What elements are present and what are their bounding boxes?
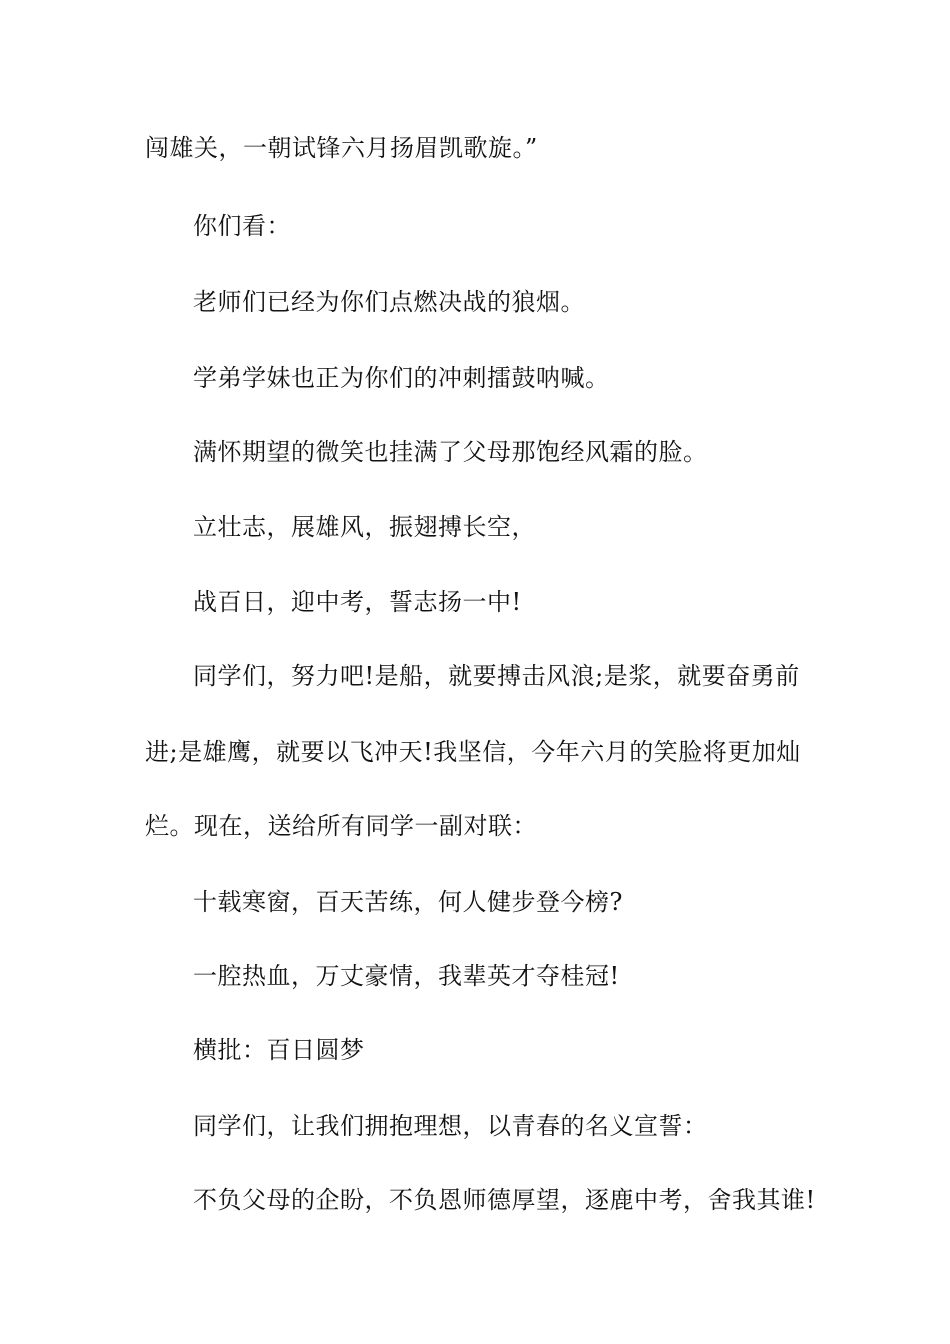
text-line: 一腔热血，万丈豪情，我辈英才夺桂冠! (193, 962, 620, 990)
text-line: 进;是雄鹰，就要以飞冲天!我坚信，今年六月的笑脸将更加灿 (145, 738, 801, 766)
text-line: 同学们，让我们拥抱理想，以青春的名义宣誓： (193, 1112, 708, 1140)
text-line: 十载寒窗，百天苦练，何人健步登今榜? (193, 888, 623, 916)
text-line: 老师们已经为你们点燃决战的狼烟。 (193, 288, 585, 316)
text-line: 烂。现在，送给所有同学一副对联： (145, 812, 537, 840)
text-line: 满怀期望的微笑也挂满了父母那饱经风霜的脸。 (193, 438, 708, 466)
text-line: 学弟学妹也正为你们的冲刺擂鼓呐喊。 (193, 364, 610, 392)
text-line: 你们看： (193, 212, 291, 240)
text-line: 横批：百日圆梦 (193, 1036, 365, 1064)
text-line: 立壮志，展雄风，振翅搏长空， (193, 513, 536, 541)
text-line: 不负父母的企盼，不负恩师德厚望，逐鹿中考，舍我其谁! (193, 1186, 816, 1214)
text-line: 同学们，努力吧!是船，就要搏击风浪;是浆，就要奋勇前 (193, 662, 800, 690)
text-line: 闯雄关，一朝试锋六月扬眉凯歌旋。” (145, 134, 538, 162)
text-line: 战百日，迎中考，誓志扬一中! (193, 588, 522, 616)
